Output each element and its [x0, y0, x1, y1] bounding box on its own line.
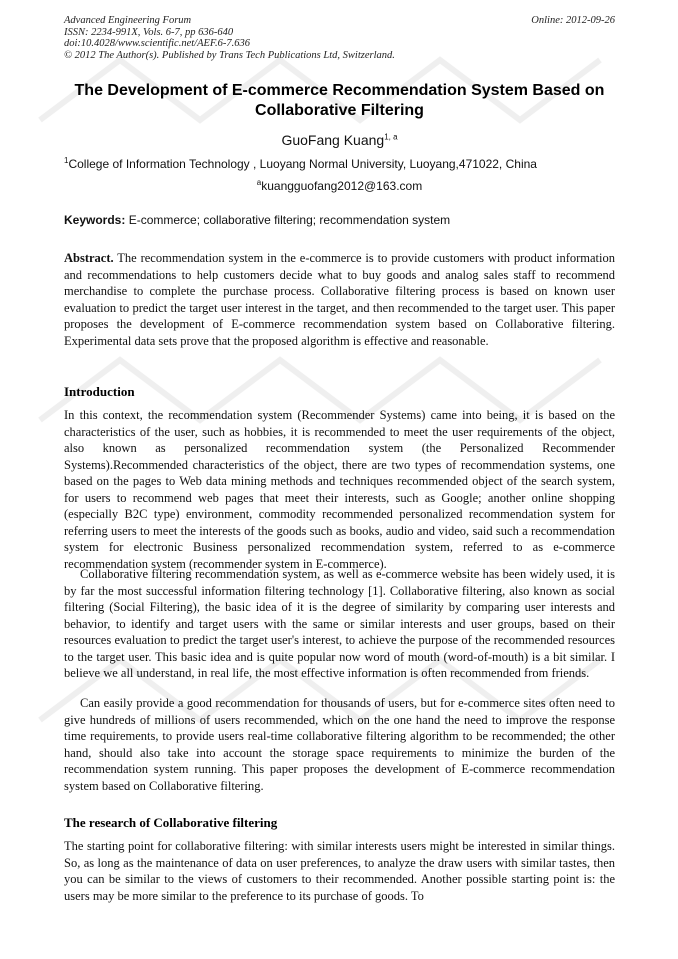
issn-line: ISSN: 2234-991X, Vols. 6-7, pp 636-640: [64, 26, 234, 38]
affiliation-text: College of Information Technology , Luoyang Normal University, Luoyang,471022, China: [68, 157, 537, 171]
author-line: [64, 131, 615, 149]
email-sup: a: [256, 178, 262, 187]
introduction-paragraph-1: In this context, the recommendation system (Recommender Systems) came into being, it is based on the characteristics of the user, such as hobbies, it is recommended to meet the user requirements of the object, also known as personalized recommendation system (the Personalized Recommender Systems).Recommended characteristics of the object, there are two types of recommendation systems, one based on the pages to Web data mining methods and techniques recommended object of the search system, for users to recommend web pages that meet their interests, such as Google; another online shopping (especially B2C type) environment, commodity recommended personalized recommendation system for referring users to meet the interests of the goods such as books, audio and video, said such a recommendation system for electronic Business personalized recommendation system, referred to as e-commerce recommendation system (recommender system in E-commerce).: [64, 408, 615, 571]
paper-title: The Development of E-commerce Recommendation System Based on Collaborative Filtering: [74, 82, 605, 119]
copyright-line: © 2012 The Author(s). Published by Trans Tech Publications Ltd, Switzerland.: [64, 49, 395, 61]
author-email: [64, 179, 615, 194]
introduction-paragraph-3: Can easily provide a good recommendation for thousands of users, but for e-commerce sites often need to give hundreds of millions of users recommended, which on the one hand the need to improve the response time requirements, to provide users real-time collaborative filtering algorithm to be recommended; the other hand, should also take into account the storage space requirements to minimize the burden of the recommendation system running. This paper proposes the development of E-commerce recommendation system based on Collaborative filtering.: [64, 696, 615, 793]
online-date: Online: 2012-09-26: [531, 15, 615, 26]
email-text: kuangguofang2012@163.com: [261, 179, 423, 193]
introduction-heading: Introduction: [64, 384, 135, 399]
author-sup: 1, a: [384, 132, 398, 142]
journal-name: Advanced Engineering Forum: [64, 15, 192, 26]
keywords-text: E-commerce; collaborative filtering; recommendation system: [125, 213, 451, 227]
introduction-paragraph-2: Collaborative filtering recommendation system, as well as e-commerce website has been widely used, it is by far the most successful information filtering technology [1]. Collaborative filtering, also known as social filtering (Social Filtering), the basic idea of it is the degree of similarity by comparing user interests and behavior, to identify and target users with the same or similar interests and user groups, based on their resources evaluation to predict the target user's interest, to achieve the purpose of the recommended resources to the target user. This basic idea and is quite popular now word of mouth (word-of-mouth) is a bit similar. I believe we all understand, in real life, the most effective information is often recommended from friends.: [64, 567, 615, 680]
research-heading: The research of Collaborative filtering: [64, 815, 278, 830]
abstract-text: The recommendation system in the e-commerce is to provide customers with product information and recommendations to help customers decide what to buy goods and analog sales staff to recommend merchandise to complete the purchase process. Collaborative filtering process is based on known user evaluation to predict the target user interest in the target, and then recommended to the target user. This paper proposes the development of E-commerce recommendation system based on Collaborative filtering. Experimental data sets prove that the proposed algorithm is effective and reasonable.: [64, 251, 615, 348]
abstract: [64, 250, 615, 349]
affiliation: [64, 157, 615, 172]
affiliation-sup: 1: [64, 156, 69, 165]
doi-line: doi:10.4028/www.scientific.net/AEF.6-7.636: [64, 38, 250, 49]
journal-header: [64, 15, 615, 61]
keywords: [64, 213, 615, 228]
keywords-label: Keywords:: [64, 213, 126, 227]
abstract-label: Abstract.: [64, 251, 114, 265]
research-paragraph-1: The starting point for collaborative filtering: with similar interests users might be interested in similar things. So, as long as the maintenance of data on user preferences, to analyze the draw users with similar tastes, then you can be similar to the views of customers to their recommended. Another possible starting point is: the users may be more similar to the preference to its purchase of goods. To: [64, 839, 615, 903]
author-name: GuoFang Kuang: [281, 132, 385, 148]
